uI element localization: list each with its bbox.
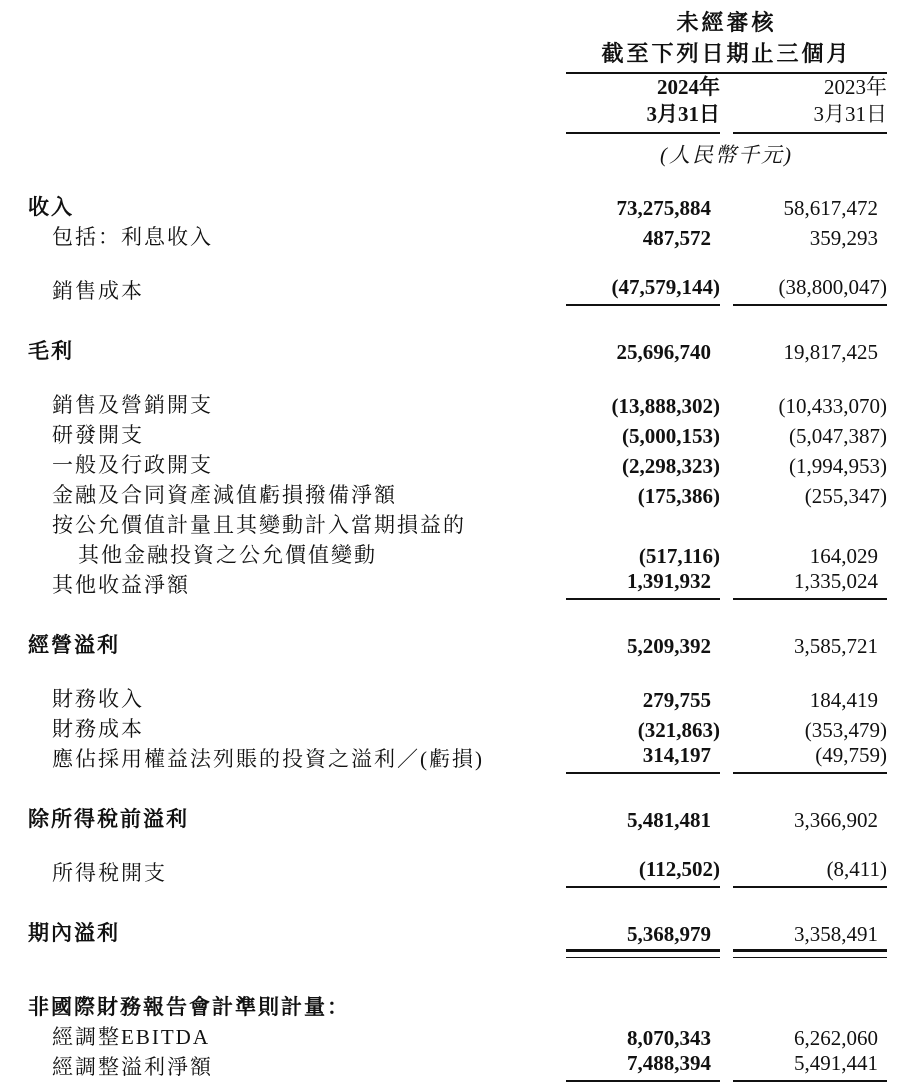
value-2024: (175,386) <box>637 484 720 508</box>
empty-cell <box>28 6 566 37</box>
column-gap <box>720 917 733 947</box>
value-2023: (49,759) <box>733 743 887 773</box>
value-2023 <box>733 991 887 1021</box>
value-2024: 5,481,481 <box>627 808 711 832</box>
table-row-impairment-losses <box>28 479 887 509</box>
row-label: 應佔採用權益法列賬的投資之溢利／(虧損) <box>52 747 484 771</box>
value-2024: 7,488,394 <box>566 1051 720 1081</box>
header-row-currency <box>28 133 887 169</box>
value-2023: (8,411) <box>733 857 887 887</box>
value-2023: 1,335,024 <box>733 569 887 599</box>
period-label: 截至下列日期止三個月 <box>566 37 887 73</box>
table-row-finance-costs <box>28 713 887 743</box>
column-gap <box>720 73 733 133</box>
value-2024: (2,298,323) <box>622 454 720 478</box>
value-2023: 58,617,472 <box>783 196 879 220</box>
value-2024: (5,000,153) <box>622 424 720 448</box>
header-row-dates <box>28 73 887 133</box>
double-rule-2023 <box>733 947 887 961</box>
column-2023-year: 2023年 <box>824 75 888 99</box>
value-2024: 8,070,343 <box>627 1026 711 1050</box>
table-row-fair-value-line2 <box>28 539 887 569</box>
row-label: 所得稅開支 <box>52 861 167 885</box>
row-label: 經調整溢利淨額 <box>52 1055 213 1079</box>
spacer-row <box>28 659 887 683</box>
value-2024: 314,197 <box>566 743 720 773</box>
value-2023: (1,994,953) <box>789 454 888 478</box>
value-2023: 3,358,491 <box>794 922 879 946</box>
row-label: 財務成本 <box>52 717 144 741</box>
value-2023 <box>733 509 887 539</box>
column-gap <box>720 947 733 961</box>
value-2023: 359,293 <box>809 226 879 250</box>
value-2023: (255,347) <box>804 484 888 508</box>
column-gap <box>720 569 733 599</box>
row-label: 非國際財務報告會計準則計量： <box>28 996 350 1019</box>
column-gap <box>720 629 733 659</box>
spacer-row <box>28 833 887 857</box>
value-2024: 487,572 <box>642 226 711 250</box>
value-2023: 3,585,721 <box>794 634 879 658</box>
column-gap <box>720 275 733 305</box>
table-row-share-of-investments <box>28 743 887 773</box>
row-label: 金融及合同資產減值虧損撥備淨額 <box>52 483 397 507</box>
value-2023: (10,433,070) <box>778 394 888 418</box>
value-2023: 164,029 <box>809 544 879 568</box>
table-row-finance-income <box>28 683 887 713</box>
unaudited-label: 未經審核 <box>676 10 777 35</box>
row-label: 銷售及營銷開支 <box>52 393 213 417</box>
table-row-interest-income <box>28 221 887 251</box>
table-row-rd-expenses <box>28 419 887 449</box>
header-row-period <box>28 37 887 73</box>
table-row-adjusted-ebitda <box>28 1021 887 1051</box>
table-row-other-gains-net <box>28 569 887 599</box>
value-2024: 279,755 <box>642 688 711 712</box>
empty-cell <box>28 73 566 133</box>
value-2023: 184,419 <box>809 688 879 712</box>
table-row-operating-profit <box>28 629 887 659</box>
value-2024 <box>566 991 720 1021</box>
value-2024: 1,391,932 <box>566 569 720 599</box>
value-2023: (38,800,047) <box>733 275 887 305</box>
empty-cell <box>28 37 566 73</box>
empty-cell <box>28 947 566 961</box>
value-2023: (5,047,387) <box>789 424 888 448</box>
income-statement-table <box>28 6 887 1082</box>
table-row-gross-profit <box>28 335 887 365</box>
currency-note: (人民幣千元) <box>660 143 794 167</box>
row-label: 經調整EBITDA <box>52 1025 210 1049</box>
column-gap <box>720 449 733 479</box>
table-row-profit-before-tax <box>28 803 887 833</box>
spacer-row <box>28 773 887 803</box>
value-2024: 5,368,979 <box>627 922 711 946</box>
value-2024: (517,116) <box>638 544 720 568</box>
column-2023-date: 3月31日 <box>813 102 888 126</box>
value-2023: (353,479) <box>804 718 888 742</box>
table-row-profit-for-period <box>28 917 887 947</box>
column-gap <box>720 191 733 221</box>
value-2024: (13,888,302) <box>611 394 720 418</box>
row-label: 除所得稅前溢利 <box>28 808 189 831</box>
value-2024: 5,209,392 <box>627 634 711 658</box>
table-row-admin-expenses <box>28 449 887 479</box>
column-gap <box>720 419 733 449</box>
row-label: 研發開支 <box>52 423 144 447</box>
row-label: 包括：利息收入 <box>52 225 213 249</box>
column-header-2023 <box>733 73 887 133</box>
table-row-cost-of-sales <box>28 275 887 305</box>
spacer-row <box>28 169 887 191</box>
column-gap <box>720 221 733 251</box>
spacer-row <box>28 251 887 275</box>
spacer-row <box>28 365 887 389</box>
column-gap <box>720 509 733 539</box>
value-2023: 19,817,425 <box>783 340 879 364</box>
column-2024-year: 2024年 <box>657 75 720 99</box>
row-label: 按公允價值計量且其變動計入當期損益的 <box>52 513 466 537</box>
table-row-non-ifrs-heading <box>28 991 887 1021</box>
value-2024: 73,275,884 <box>616 196 711 220</box>
column-gap <box>720 479 733 509</box>
row-label: 一般及行政開支 <box>52 453 213 477</box>
value-2023: 5,491,441 <box>733 1051 887 1081</box>
spacer-row <box>28 305 887 335</box>
row-label: 收入 <box>28 196 74 219</box>
value-2024: (321,863) <box>637 718 720 742</box>
column-gap <box>720 991 733 1021</box>
table-row-income-tax <box>28 857 887 887</box>
row-label: 期內溢利 <box>28 922 120 945</box>
row-label: 經營溢利 <box>28 634 120 657</box>
table-row-adjusted-net-profit <box>28 1051 887 1081</box>
row-label: 其他金融投資之公允價值變動 <box>78 543 377 567</box>
spacer-row <box>28 887 887 917</box>
spacer-row <box>28 961 887 991</box>
spacer-row <box>28 599 887 629</box>
column-gap <box>720 539 733 569</box>
column-gap <box>720 335 733 365</box>
value-2023: 6,262,060 <box>794 1026 879 1050</box>
double-rule-2024 <box>566 947 720 961</box>
column-gap <box>720 743 733 773</box>
header-row-unaudited <box>28 6 887 37</box>
column-gap <box>720 389 733 419</box>
row-label: 毛利 <box>28 340 74 363</box>
table-row-fair-value-line1 <box>28 509 887 539</box>
column-gap <box>720 1051 733 1081</box>
value-2023: 3,366,902 <box>794 808 879 832</box>
value-2024: (47,579,144) <box>566 275 720 305</box>
double-rule-row <box>28 947 887 961</box>
table-row-selling-marketing <box>28 389 887 419</box>
value-2024 <box>566 509 720 539</box>
value-2024: (112,502) <box>566 857 720 887</box>
column-gap <box>720 683 733 713</box>
row-label: 銷售成本 <box>52 279 144 303</box>
column-gap <box>720 803 733 833</box>
column-gap <box>720 1021 733 1051</box>
column-gap <box>720 713 733 743</box>
empty-cell <box>28 133 566 169</box>
value-2024: 25,696,740 <box>616 340 711 364</box>
row-label: 其他收益淨額 <box>52 573 190 597</box>
column-gap <box>720 857 733 887</box>
row-label: 財務收入 <box>52 687 144 711</box>
table-row-revenue <box>28 191 887 221</box>
column-2024-date: 3月31日 <box>646 102 720 126</box>
column-header-2024 <box>566 73 720 133</box>
